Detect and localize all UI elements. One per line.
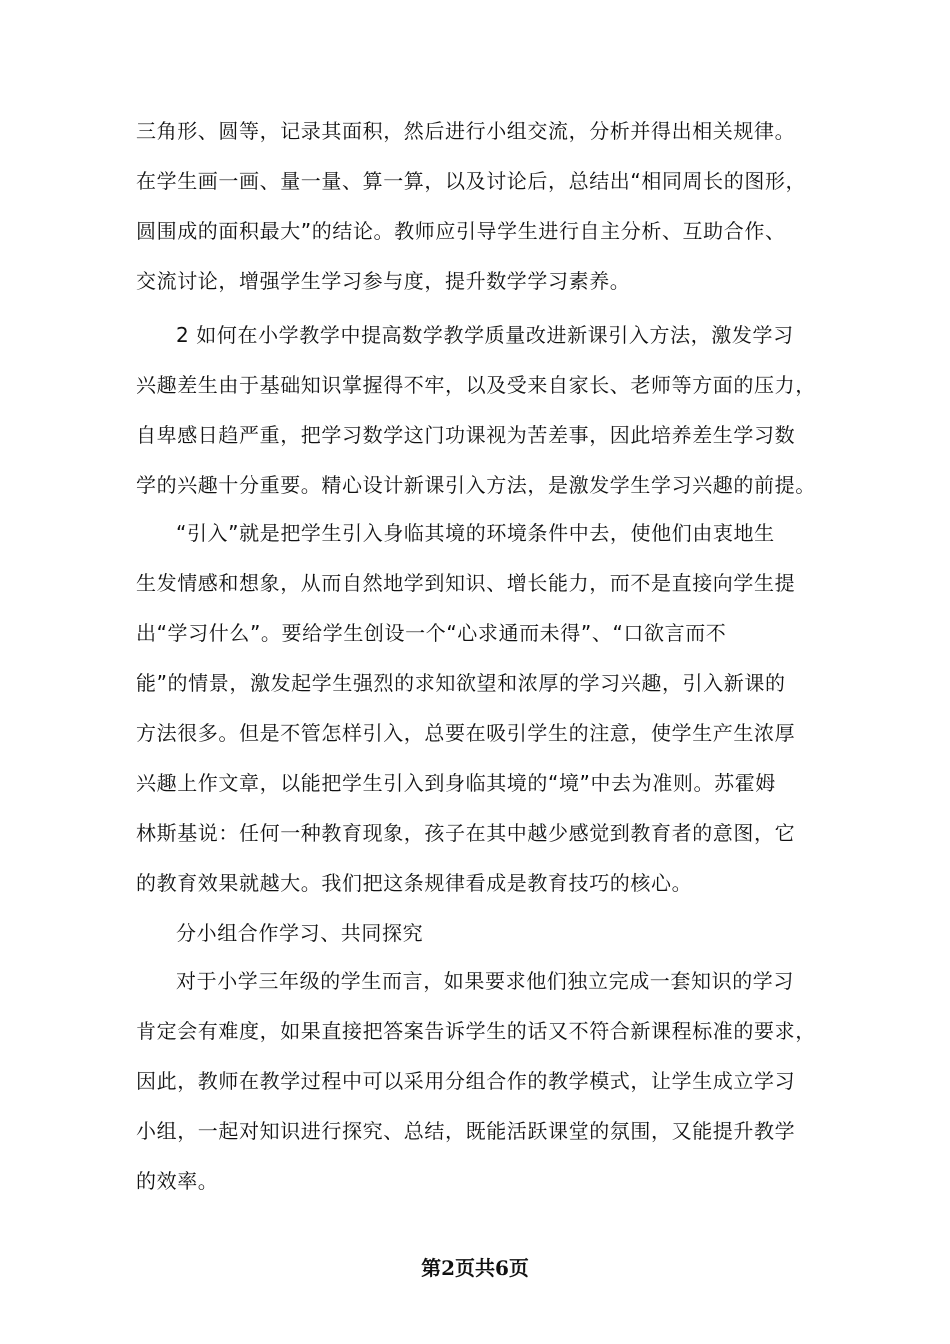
text-line: 2 如何在小学教学中提高数学教学质量改进新课引入方法，激发学习 (176, 323, 794, 347)
text-line: 兴趣差生由于基础知识掌握得不牢，以及受来自家长、老师等方面的压力， (136, 373, 816, 397)
text-line: 能”的情景，激发起学生强烈的求知欲望和浓厚的学习兴趣，引入新课的 (136, 671, 786, 695)
text-line: 的教育效果就越大。我们把这条规律看成是教育技巧的核心。 (136, 871, 693, 895)
text-line: 的效率。 (136, 1169, 219, 1193)
section-heading: 分小组合作学习、共同探究 (176, 921, 424, 945)
page-number: 第2页共6页 (421, 1256, 529, 1280)
text-line: 兴趣上作文章，以能把学生引入到身临其境的“境”中去为准则。苏霍姆 (136, 771, 776, 795)
text-line: 交流讨论，增强学生学习参与度，提升数学学习素养。 (136, 269, 631, 293)
text-line: 因此，教师在教学过程中可以采用分组合作的教学模式，让学生成立学习 (136, 1069, 796, 1093)
text-line: “引入”就是把学生引入身临其境的环境条件中去，使他们由衷地生 (176, 521, 775, 545)
text-line: 圆围成的面积最大”的结论。教师应引导学生进行自主分析、互助合作、 (136, 219, 786, 243)
text-line: 肯定会有难度，如果直接把答案告诉学生的话又不符合新课程标准的要求， (136, 1019, 816, 1043)
text-line: 对于小学三年级的学生而言，如果要求他们独立完成一套知识的学习 (176, 969, 794, 993)
text-line: 出“学习什么”。要给学生创设一个“心求通而未得”、“口欲言而不 (136, 621, 727, 645)
text-line: 林斯基说：任何一种教育现象，孩子在其中越少感觉到教育者的意图，它 (136, 821, 796, 845)
text-line: 在学生画一画、量一量、算一算，以及讨论后，总结出“相同周长的图形， (136, 169, 807, 193)
text-line: 三角形、圆等，记录其面积，然后进行小组交流，分析并得出相关规律。 (136, 119, 796, 143)
text-line: 自卑感日趋严重，把学习数学这门功课视为苦差事，因此培养差生学习数 (136, 423, 796, 447)
text-line: 小组，一起对知识进行探究、总结，既能活跃课堂的氛围，又能提升教学 (136, 1119, 796, 1143)
text-line: 方法很多。但是不管怎样引入，总要在吸引学生的注意，使学生产生浓厚 (136, 721, 796, 745)
text-line: 生发情感和想象，从而自然地学到知识、增长能力，而不是直接向学生提 (136, 571, 796, 595)
text-line: 学的兴趣十分重要。精心设计新课引入方法，是激发学生学习兴趣的前提。 (136, 473, 816, 497)
